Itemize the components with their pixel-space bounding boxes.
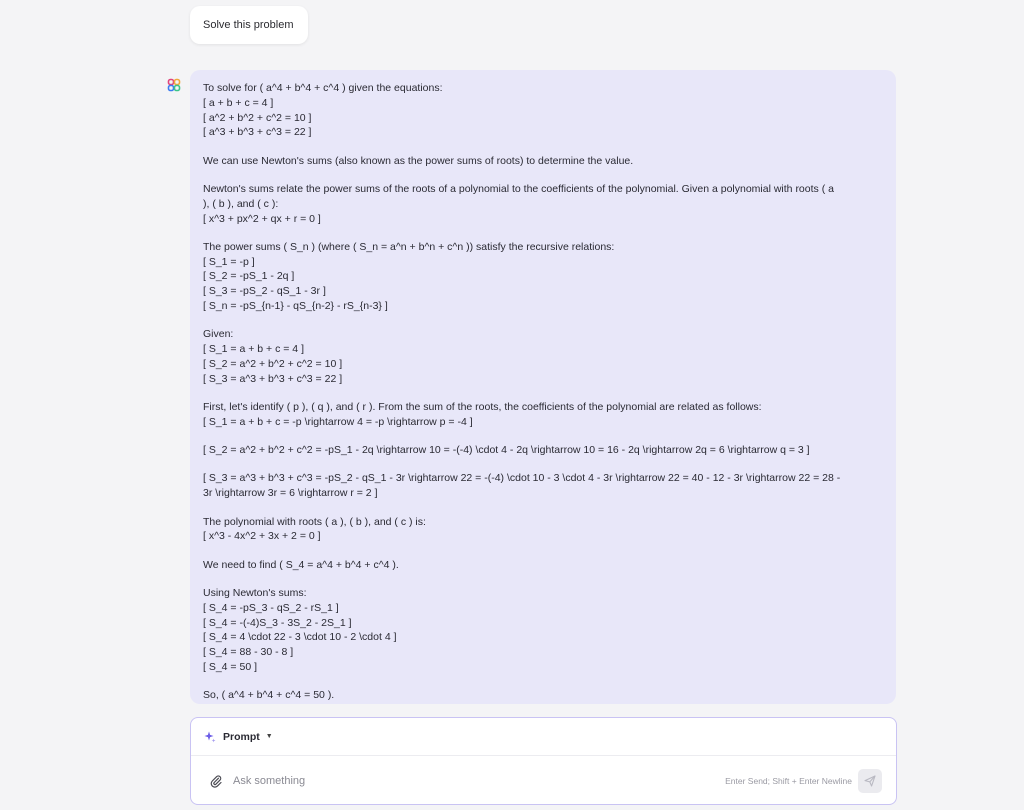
response-line: [ S_3 = a^3 + b^3 + c^3 = -pS_2 - qS_1 - 3r \rightarrow 22 = -(-4) \cdot 10 - 3 \cdot 4 - 3r \rightarrow 22 = 40 - 12 - 3r \rightarrow 22 = 28 - (203, 472, 841, 485)
composer (190, 717, 897, 805)
response-line: So, ( a^4 + b^4 + c^4 = 50 ). (203, 689, 335, 702)
sparkle-icon (204, 731, 216, 743)
response-line: [ S_2 = -pS_1 - 2q ] (203, 270, 295, 283)
response-paragraph (203, 182, 883, 226)
response-paragraph (203, 327, 883, 386)
response-line: The power sums ( S_n ) (where ( S_n = a^n + b^n + c^n )) satisfy the recursive relations: (203, 240, 615, 253)
response-paragraph (203, 558, 883, 573)
response-line: [ S_3 = a^3 + b^3 + c^3 = 22 ] (203, 372, 343, 385)
assistant-logo-icon (167, 78, 181, 92)
response-paragraph (203, 688, 883, 703)
response-line: [ x^3 - 4x^2 + 3x + 2 = 0 ] (203, 530, 321, 543)
response-paragraph (203, 400, 883, 430)
response-paragraph (203, 240, 883, 314)
response-line: We need to find ( S_4 = a^4 + b^4 + c^4 ). (203, 558, 399, 571)
user-message-text: Solve this problem (203, 19, 294, 31)
response-line: [ S_1 = a + b + c = -p \rightarrow 4 = -p \rightarrow p = -4 ] (203, 415, 473, 428)
response-line: ), ( b ), and ( c ): (203, 197, 279, 210)
response-line: Newton's sums relate the power sums of the roots of a polynomial to the coefficients of the polynomial. Given a polynomial with roots ( a (203, 182, 834, 195)
response-line: [ S_4 = -(-4)S_3 - 3S_2 - 2S_1 ] (203, 616, 352, 629)
response-paragraph (203, 154, 883, 169)
response-paragraph (203, 81, 883, 140)
response-line: [ S_4 = 50 ] (203, 660, 257, 673)
assistant-message-bubble (190, 70, 896, 704)
response-line: [ a^3 + b^3 + c^3 = 22 ] (203, 126, 312, 139)
response-line: [ a^2 + b^2 + c^2 = 10 ] (203, 111, 312, 124)
response-line: The polynomial with roots ( a ), ( b ), and ( c ) is: (203, 515, 426, 528)
response-line: [ S_n = -pS_{n-1} - qS_{n-2} - rS_{n-3} ] (203, 300, 388, 313)
response-line: [ S_2 = a^2 + b^2 + c^2 = -pS_1 - 2q \rightarrow 10 = -(-4) \cdot 4 - 2q \rightarrow 10 = 16 - 2q \rightarrow 2q = 6 \rightarrow q = 3 ] (203, 444, 810, 457)
response-paragraph (203, 515, 883, 545)
response-line: First, let's identify ( p ), ( q ), and ( r ). From the sum of the roots, the coefficients of the polynomial are related as follows: (203, 401, 762, 414)
paperclip-icon[interactable] (209, 774, 223, 788)
send-button[interactable] (858, 769, 882, 793)
prompt-mode-selector[interactable] (191, 718, 896, 756)
response-line: [ S_2 = a^2 + b^2 + c^2 = 10 ] (203, 357, 343, 370)
ask-input[interactable] (233, 775, 725, 787)
user-message-bubble (190, 6, 308, 44)
send-hint: Enter Send; Shift + Enter Newline (725, 776, 852, 786)
response-line: We can use Newton's sums (also known as the power sums of roots) to determine the value. (203, 154, 634, 167)
response-line: [ a + b + c = 4 ] (203, 96, 274, 109)
response-line: 3r \rightarrow 3r = 6 \rightarrow r = 2 ] (203, 487, 378, 500)
chevron-down-icon: ▼ (265, 733, 273, 740)
response-paragraph (203, 471, 883, 501)
response-line: [ x^3 + px^2 + qx + r = 0 ] (203, 212, 321, 225)
response-line: To solve for ( a^4 + b^4 + c^4 ) given the equations: (203, 82, 443, 94)
response-paragraph (203, 586, 883, 675)
prompt-mode-label: Prompt (223, 730, 260, 743)
response-paragraph (203, 443, 883, 458)
composer-input-row (199, 763, 888, 799)
response-line: [ S_4 = 4 \cdot 22 - 3 \cdot 10 - 2 \cdot 4 ] (203, 631, 397, 644)
response-line: [ S_3 = -pS_2 - qS_1 - 3r ] (203, 285, 326, 298)
response-line: [ S_1 = a + b + c = 4 ] (203, 343, 304, 356)
response-line: [ S_1 = -p ] (203, 255, 255, 268)
response-line: [ S_4 = 88 - 30 - 8 ] (203, 646, 294, 659)
response-line: Given: (203, 328, 234, 341)
response-line: Using Newton's sums: (203, 586, 307, 599)
send-icon (864, 775, 876, 787)
response-line: [ S_4 = -pS_3 - qS_2 - rS_1 ] (203, 601, 339, 614)
